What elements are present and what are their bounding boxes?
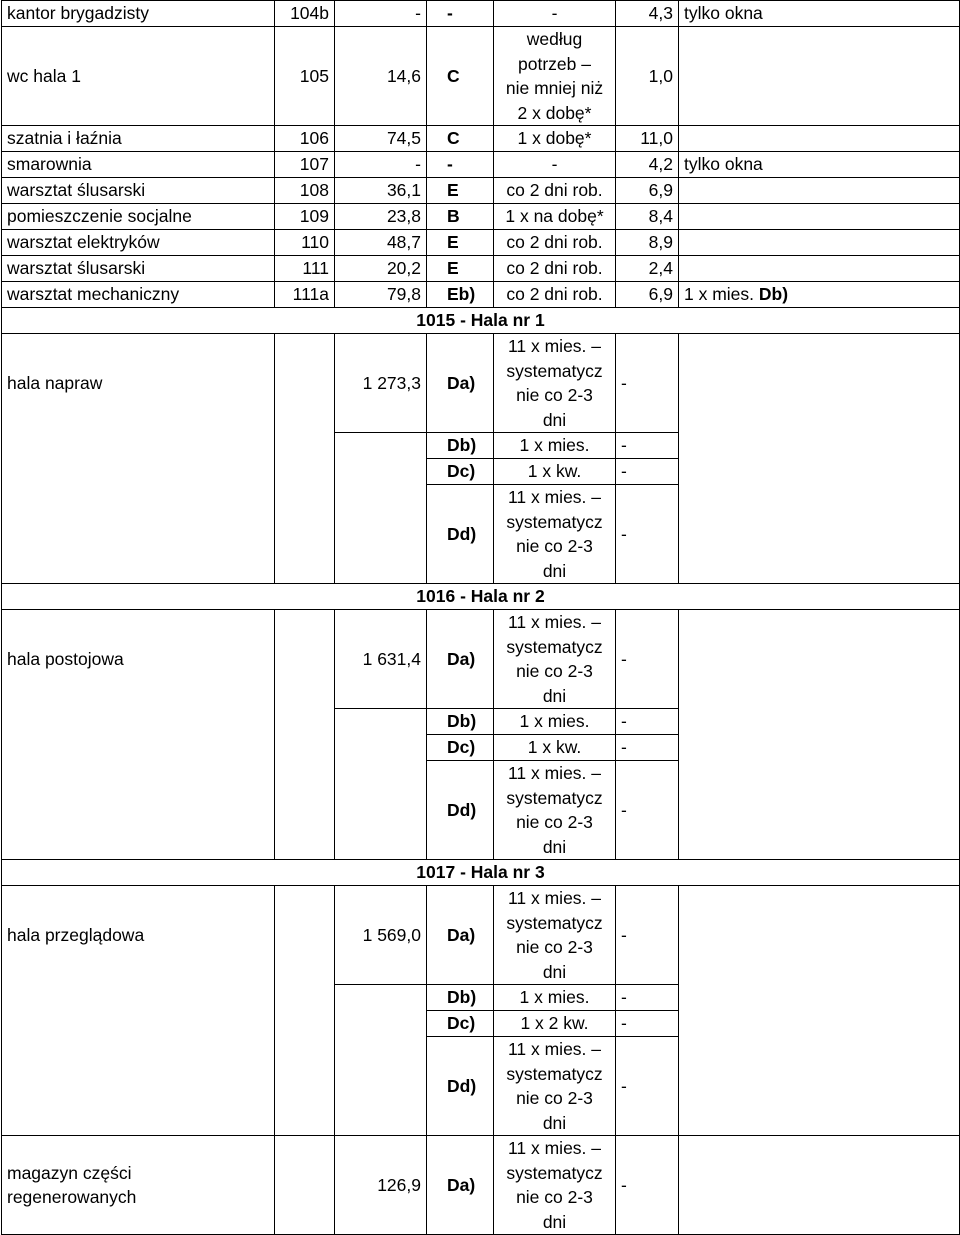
cleaning-category: Dc) (427, 1011, 494, 1037)
cleaning-category: Da) (427, 1136, 494, 1235)
cell-line: dni (542, 1211, 567, 1232)
cleaning-category: E (427, 230, 494, 256)
cleaning-category: B (427, 204, 494, 230)
cleaning-frequency: 1 x kw. (494, 735, 616, 761)
room-name: wc hala 1 (2, 27, 275, 126)
room-name: warsztat elektryków (2, 230, 275, 256)
cell-line: 11 x mies. – (507, 1039, 602, 1059)
table-row (2, 27, 960, 126)
cleaning-category: C (427, 126, 494, 152)
table-row (2, 334, 960, 433)
table-row (2, 1136, 960, 1235)
cleaning-category: Dc) (427, 459, 494, 485)
cell-line: potrzeb – (518, 53, 591, 74)
room-area: 14,6 (335, 27, 427, 126)
room-area-continued (335, 709, 427, 860)
room-name: warsztat ślusarski (2, 256, 275, 282)
room-name: hala przeglądowa (2, 886, 275, 1136)
wall-area: 6,9 (616, 178, 679, 204)
room-name (2, 1136, 275, 1235)
note (679, 27, 960, 126)
cell-line: systematycz (506, 912, 603, 933)
section-header-row (2, 860, 960, 886)
note (679, 126, 960, 152)
note (679, 1136, 960, 1235)
cleaning-frequency (494, 1037, 616, 1136)
cleaning-frequency: co 2 dni rob. (494, 230, 616, 256)
section-title: 1016 - Hala nr 2 (2, 584, 960, 610)
section-title: 1015 - Hala nr 1 (2, 308, 960, 334)
room-area-continued (335, 985, 427, 1136)
room-area: 126,9 (335, 1136, 427, 1235)
wall-area: - (616, 485, 679, 584)
room-name: warsztat mechaniczny (2, 282, 275, 308)
room-name: smarownia (2, 152, 275, 178)
note (679, 204, 960, 230)
section-header-row (2, 308, 960, 334)
cleaning-frequency: - (494, 152, 616, 178)
cleaning-frequency: 1 x mies. (494, 709, 616, 735)
cleaning-category: Db) (427, 433, 494, 459)
note-code: Db) (758, 284, 789, 304)
cell-line: dni (542, 560, 567, 581)
wall-area: - (616, 459, 679, 485)
wall-area: 2,4 (616, 256, 679, 282)
room-number: 111a (275, 282, 335, 308)
room-name: hala napraw (2, 334, 275, 584)
section-title: 1017 - Hala nr 3 (2, 860, 960, 886)
wall-area: 6,9 (616, 282, 679, 308)
room-area: - (335, 152, 427, 178)
room-number (275, 886, 335, 1136)
cell-line: nie co 2-3 (516, 385, 593, 405)
room-number (275, 334, 335, 584)
cell-line: nie co 2-3 (516, 812, 593, 832)
room-number: 107 (275, 152, 335, 178)
cleaning-category: Da) (427, 610, 494, 709)
room-area: 1 631,4 (335, 610, 427, 709)
cleaning-frequency (494, 886, 616, 985)
wall-area: - (616, 1037, 679, 1136)
room-area: 23,8 (335, 204, 427, 230)
wall-area: - (616, 334, 679, 433)
room-name: szatnia i łaźnia (2, 126, 275, 152)
cell-line: 11 x mies. – (507, 888, 602, 908)
cleaning-frequency (494, 610, 616, 709)
cell-line: nie co 2-3 (516, 1088, 593, 1108)
cleaning-frequency (494, 761, 616, 860)
cell-line: 11 x mies. – (507, 1138, 602, 1158)
cell-line: według (526, 29, 583, 49)
cell-line: 11 x mies. – (507, 612, 602, 632)
wall-area: - (616, 1136, 679, 1235)
table-row (2, 230, 960, 256)
room-number: 111 (275, 256, 335, 282)
cleaning-category: Eb) (427, 282, 494, 308)
cleaning-category: E (427, 178, 494, 204)
room-number: 104b (275, 1, 335, 27)
cell-line: magazyn części (7, 1162, 132, 1183)
wall-area: 1,0 (616, 27, 679, 126)
cell-line: nie co 2-3 (516, 1187, 593, 1207)
room-number (275, 1136, 335, 1235)
cleaning-frequency: - (494, 1, 616, 27)
cleaning-schedule-table (1, 0, 960, 1235)
cleaning-category: - (427, 152, 494, 178)
cell-line: nie co 2-3 (516, 661, 593, 681)
section-header-row (2, 584, 960, 610)
room-area: 1 273,3 (335, 334, 427, 433)
cleaning-frequency: 1 x mies. (494, 985, 616, 1011)
cleaning-frequency: 1 x dobę* (494, 126, 616, 152)
cleaning-frequency: co 2 dni rob. (494, 256, 616, 282)
cleaning-frequency: 1 x mies. (494, 433, 616, 459)
room-area: - (335, 1, 427, 27)
cell-line: systematycz (506, 1162, 603, 1183)
note (679, 178, 960, 204)
cleaning-frequency (494, 485, 616, 584)
cleaning-category: Db) (427, 985, 494, 1011)
room-number: 108 (275, 178, 335, 204)
wall-area: 4,2 (616, 152, 679, 178)
cleaning-category: E (427, 256, 494, 282)
note (679, 886, 960, 1136)
cleaning-frequency: 1 x 2 kw. (494, 1011, 616, 1037)
room-name: warsztat ślusarski (2, 178, 275, 204)
cell-line: systematycz (506, 636, 603, 657)
table-row (2, 178, 960, 204)
cleaning-frequency: co 2 dni rob. (494, 178, 616, 204)
note: tylko okna (679, 152, 960, 178)
room-area: 1 569,0 (335, 886, 427, 985)
cell-line: dni (542, 836, 567, 857)
cell-line: nie mniej niż (505, 78, 604, 98)
cell-line: dni (542, 1112, 567, 1133)
room-area: 79,8 (335, 282, 427, 308)
cleaning-category: - (427, 1, 494, 27)
room-number (275, 610, 335, 860)
room-number: 106 (275, 126, 335, 152)
cleaning-frequency (494, 1136, 616, 1235)
wall-area: - (616, 1011, 679, 1037)
cell-line: 11 x mies. – (507, 336, 602, 356)
room-name: kantor brygadzisty (2, 1, 275, 27)
wall-area: 8,9 (616, 230, 679, 256)
wall-area: - (616, 735, 679, 761)
note (679, 610, 960, 860)
table-row (2, 152, 960, 178)
wall-area: - (616, 985, 679, 1011)
cleaning-category: Dd) (427, 485, 494, 584)
wall-area: - (616, 886, 679, 985)
cleaning-category: Da) (427, 334, 494, 433)
table-row (2, 204, 960, 230)
cell-line: 2 x dobę* (517, 102, 592, 123)
room-name: pomieszczenie socjalne (2, 204, 275, 230)
note-text: 1 x mies. (684, 284, 759, 304)
wall-area: 11,0 (616, 126, 679, 152)
cleaning-frequency (494, 27, 616, 126)
cell-line: nie co 2-3 (516, 937, 593, 957)
cleaning-category: Db) (427, 709, 494, 735)
note (679, 282, 960, 308)
note (679, 256, 960, 282)
cell-line: systematycz (506, 511, 603, 532)
room-area: 20,2 (335, 256, 427, 282)
cell-line: 11 x mies. – (507, 763, 602, 783)
table-row (2, 256, 960, 282)
wall-area: - (616, 709, 679, 735)
cell-line: 11 x mies. – (507, 487, 602, 507)
cleaning-frequency: 1 x na dobę* (494, 204, 616, 230)
cell-line: systematycz (506, 1063, 603, 1084)
wall-area: 4,3 (616, 1, 679, 27)
table-row (2, 610, 960, 709)
cleaning-category: Dd) (427, 1037, 494, 1136)
cleaning-frequency (494, 334, 616, 433)
cell-line: systematycz (506, 360, 603, 381)
wall-area: 8,4 (616, 204, 679, 230)
wall-area: - (616, 610, 679, 709)
cell-line: dni (542, 961, 567, 982)
cell-line: nie co 2-3 (516, 536, 593, 556)
cleaning-frequency: co 2 dni rob. (494, 282, 616, 308)
table-row (2, 886, 960, 985)
table-row (2, 282, 960, 308)
cell-line: regenerowanych (7, 1187, 137, 1207)
cleaning-category: Da) (427, 886, 494, 985)
wall-area: - (616, 433, 679, 459)
room-number: 110 (275, 230, 335, 256)
note (679, 230, 960, 256)
cell-line: dni (542, 409, 567, 430)
table-row (2, 126, 960, 152)
room-area-continued (335, 433, 427, 584)
room-number: 109 (275, 204, 335, 230)
room-area: 74,5 (335, 126, 427, 152)
wall-area: - (616, 761, 679, 860)
cleaning-category: C (427, 27, 494, 126)
note (679, 334, 960, 584)
note: tylko okna (679, 1, 960, 27)
cleaning-frequency: 1 x kw. (494, 459, 616, 485)
room-name: hala postojowa (2, 610, 275, 860)
cleaning-category: Dc) (427, 735, 494, 761)
cell-line: dni (542, 685, 567, 706)
room-area: 48,7 (335, 230, 427, 256)
room-area: 36,1 (335, 178, 427, 204)
room-number: 105 (275, 27, 335, 126)
cell-line: systematycz (506, 787, 603, 808)
table-row (2, 1, 960, 27)
cleaning-category: Dd) (427, 761, 494, 860)
